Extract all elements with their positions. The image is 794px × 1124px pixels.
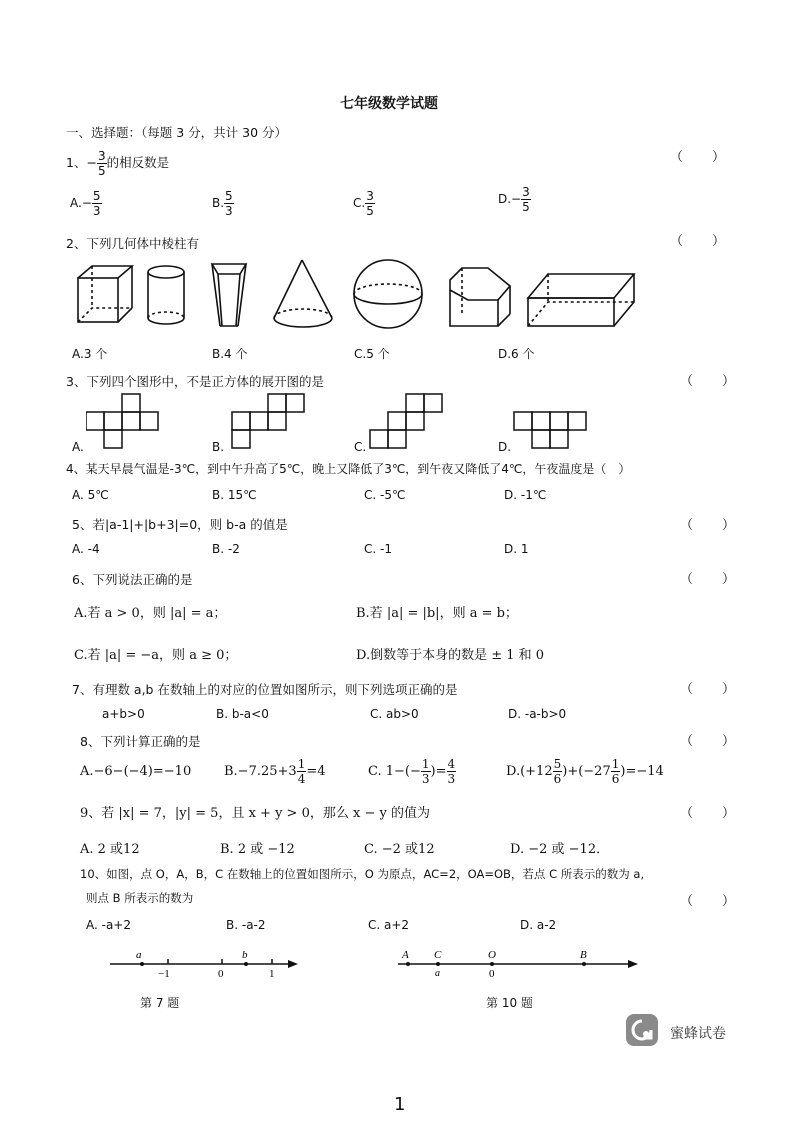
q9-option-a: A. 2 或12: [80, 842, 140, 857]
question-5-stem: 5、若|a-1|+|b+3|=0，则 b-a 的值是: [72, 517, 288, 532]
fig7-point-a: [140, 962, 144, 966]
q9-answer-paren: （ ）: [680, 806, 737, 821]
fig10-point-O: [490, 962, 494, 966]
q10-answer-paren: （ ）: [680, 894, 737, 909]
figure-10-caption: 第 10 题: [486, 996, 533, 1010]
logo-glyph-icon: [626, 1014, 658, 1046]
net-c: [370, 394, 442, 448]
question-3-stem: 3、下列四个图形中，不是正方体的展开图的是: [66, 374, 324, 389]
figure-7-number-line: [100, 944, 310, 984]
q2-option-c: C.5 个: [354, 347, 390, 361]
q5-option-c: C. -1: [364, 542, 392, 556]
parallelepiped-solid: [528, 274, 634, 326]
figure-10-number-line: [392, 944, 642, 984]
watermark-logo-icon: [626, 1014, 658, 1046]
fig10-label-O: O: [488, 949, 496, 961]
q5-answer-paren: （ ）: [680, 518, 737, 533]
q1-fraction: $\frac{3}{5}$: [97, 149, 106, 178]
q3-option-d: D.: [498, 440, 512, 454]
sphere-solid: [354, 260, 422, 328]
q7-option-d: D. -a-b>0: [508, 707, 567, 721]
cylinder-solid: [148, 266, 184, 324]
question-10-stem-line2: 则点 B 所表示的数为: [86, 891, 194, 905]
fig10-label-C: C: [434, 949, 442, 961]
q1-option-c: C. $\frac{3}{5}$: [353, 189, 374, 218]
q6-option-d: D.倒数等于本身的数是 ± 1 和 0: [356, 648, 545, 663]
section-heading: 一、选择题：（每题 3 分，共计 30 分）: [66, 125, 288, 140]
watermark-text: 蜜蜂试卷: [670, 1026, 726, 1042]
q1-tail: 的相反数是: [106, 155, 170, 170]
q2-option-d: D.6 个: [498, 347, 535, 361]
pentagonal-prism-solid: [450, 268, 510, 326]
frustum-solid: [212, 264, 246, 326]
q10-option-d: D. a-2: [520, 918, 557, 932]
question-7-stem: 7、有理数 a,b 在数轴上的对应的位置如图所示，则下列选项正确的是: [72, 682, 458, 697]
net-d: [514, 412, 586, 448]
q2-solids-figure: [70, 256, 650, 336]
page-number: 1: [394, 1094, 406, 1115]
q2-option-a: A.3 个: [72, 347, 108, 361]
question-1-stem: [66, 150, 169, 177]
q4-option-b: B. 15℃: [212, 488, 257, 502]
question-4-stem: 4、某天早晨气温是-3℃，到中午升高了5℃，晚上又降低了3℃，到午夜又降低了4℃，午夜温度是（ ）: [66, 462, 631, 476]
q8-option-a: A.−6−(−4)=−10: [80, 764, 192, 779]
q6-option-a: A.若 a > 0，则 |a| = a；: [74, 606, 227, 621]
fig10-point-A: [406, 962, 410, 966]
question-10-stem-line1: 10、如图，点 O，A，B，C 在数轴上的位置如图所示，O 为原点，AC=2，OA=OB，若点 C 所表示的数为 a,: [80, 867, 645, 881]
cone-solid: [274, 260, 332, 327]
question-8-stem: 8、下列计算正确的是: [80, 734, 201, 749]
fig7-point-b: [244, 962, 248, 966]
q6-answer-paren: （ ）: [680, 572, 737, 587]
q10-option-c: C. a+2: [368, 918, 410, 932]
q5-option-d: D. 1: [504, 542, 529, 556]
q1-minus: −: [86, 155, 97, 170]
fig10-label-B: B: [580, 949, 587, 961]
q7-option-c: C. ab>0: [370, 707, 419, 721]
q7-option-a: a+b>0: [102, 707, 145, 721]
q2-answer-paren: （ ）: [670, 234, 727, 249]
q8-option-b: B.−7.25+3 $\frac{1}{4}$ =4: [224, 757, 326, 786]
q5-option-b: B. -2: [212, 542, 240, 556]
q10-option-a: A. -a+2: [86, 918, 131, 932]
page-title: 七年级数学试题: [340, 96, 438, 112]
question-9-stem: 9、若 |x| = 7，|y| = 5，且 x + y > 0，那么 x − y 的值为: [80, 806, 430, 821]
fig7-label-a: a: [136, 949, 142, 961]
fig7-tick-label-1: 1: [269, 968, 275, 980]
fig7-arrow: [288, 960, 298, 968]
q6-option-c: C.若 |a| = −a，则 a ≥ 0；: [74, 648, 238, 663]
q4-option-a: A. 5℃: [72, 488, 109, 502]
q3-option-c: C.: [354, 440, 367, 454]
figure-7-caption: 第 7 题: [140, 996, 180, 1010]
q4-option-c: C. -5℃: [364, 488, 406, 502]
q10-option-b: B. -a-2: [226, 918, 266, 932]
fig7-tick-label-0: 0: [218, 968, 224, 980]
question-6-stem: 6、下列说法正确的是: [72, 572, 193, 587]
q9-option-c: C. −2 或12: [364, 842, 435, 857]
fig10-tick-label-0: 0: [489, 968, 495, 980]
q2-option-b: B.4 个: [212, 347, 248, 361]
net-a: [86, 394, 158, 448]
q9-option-b: B. 2 或 −12: [220, 842, 295, 857]
question-2-stem: 2、下列几何体中棱柱有: [66, 236, 199, 251]
q1-number: 1、: [66, 155, 87, 170]
q3-answer-paren: （ ）: [680, 374, 737, 389]
cube-solid: [78, 266, 132, 322]
q6-option-b: B.若 |a| = |b|，则 a = b；: [356, 606, 518, 621]
q3-nets-figure: [86, 390, 616, 454]
fig10-label-a: a: [435, 968, 440, 979]
q4-option-d: D. -1℃: [504, 488, 547, 502]
net-b: [232, 394, 304, 448]
fig7-tick-label-m1: −1: [158, 968, 170, 980]
q7-option-b: B. b-a<0: [216, 707, 269, 721]
q1-option-d: D.− $\frac{3}{5}$: [498, 185, 530, 214]
q8-answer-paren: （ ）: [680, 734, 737, 749]
fig7-label-b: b: [242, 949, 248, 961]
q8-option-d: D.(+12 $\frac{5}{6}$ )+(−27 $\frac{1}{6}$ )=−14: [506, 757, 664, 786]
fig10-label-A: A: [402, 949, 409, 961]
q1-option-a: A.− $\frac{5}{3}$: [70, 189, 101, 218]
fig10-arrow: [628, 960, 638, 968]
fig10-point-B: [582, 962, 586, 966]
q3-option-a: A.: [72, 440, 84, 454]
q5-option-a: A. -4: [72, 542, 100, 556]
q1-option-b: B. $\frac{5}{3}$: [212, 189, 233, 218]
q9-option-d: D. −2 或 −12．: [510, 842, 610, 857]
q3-option-b: B.: [212, 440, 225, 454]
q7-answer-paren: （ ）: [680, 682, 737, 697]
q1-answer-paren: （ ）: [670, 150, 727, 165]
q8-option-c: C. 1−(− $\frac{1}{3}$ )= $\frac{4}{3}$: [368, 757, 456, 786]
fig10-point-C: [436, 962, 440, 966]
